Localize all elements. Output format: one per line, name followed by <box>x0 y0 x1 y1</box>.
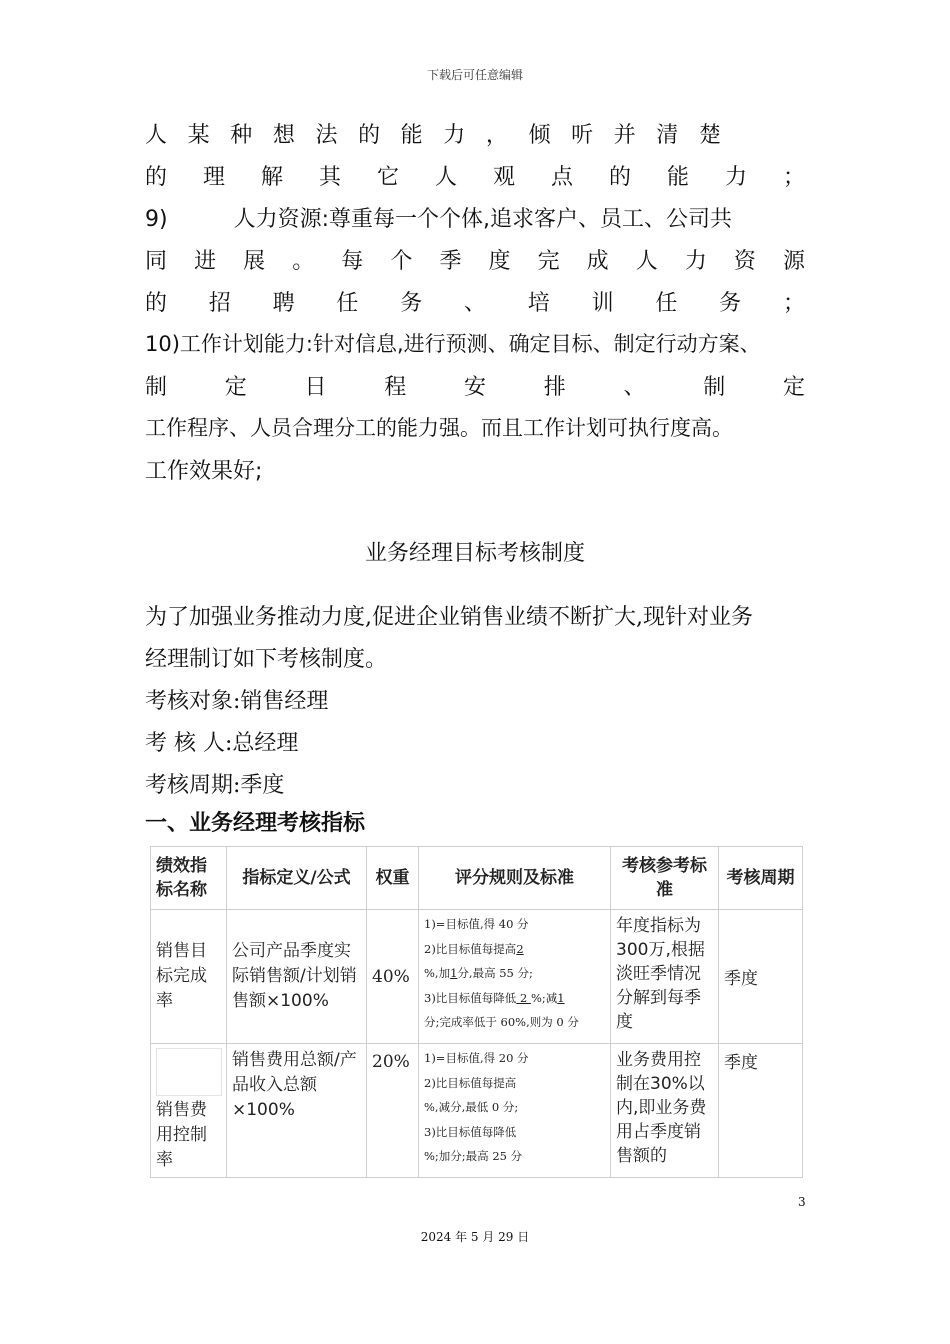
intro-line-8: 工作程序、人员合理分工的能力强。而且工作计划可执行度高。 <box>145 416 733 440</box>
intro-line-3: 9) 人力资源:尊重每一个个体,追求客户、员工、公司共 <box>145 207 732 232</box>
kpi-definition: 公司产品季度实际销售额/计划销售额×100% <box>227 910 367 1044</box>
header-scoring-rules: 评分规则及标准 <box>419 847 611 910</box>
assessment-cycle: 考核周期:季度 <box>145 773 285 798</box>
intro-line-9: 工作效果好; <box>145 459 263 484</box>
rule-line: %;加分;最高 25 分 <box>424 1149 523 1163</box>
section-heading: 一、业务经理考核指标 <box>145 811 366 836</box>
header-note: 下载后可任意编辑 <box>426 68 523 82</box>
intro-line-5: 的招聘任务、培训任务； <box>145 291 805 316</box>
intro-line-4: 同进展。每个季度完成人力资源 <box>145 249 805 274</box>
header-kpi-name: 绩效指标名称 <box>151 847 227 910</box>
header-weight: 权重 <box>367 847 419 910</box>
footer-date: 2024 年 5 月 29 日 <box>420 1230 530 1244</box>
rule-line: %,减分,最低 0 分; <box>424 1100 519 1114</box>
intro-line-1: 人某种想法的能力，倾听并清楚 <box>145 123 723 148</box>
header-cycle: 考核周期 <box>719 847 803 910</box>
kpi-scoring-rules <box>419 1044 611 1178</box>
kpi-cycle: 季度 <box>719 910 803 1044</box>
kpi-weight: 20% <box>367 1044 419 1178</box>
header-reference: 考核参考标准 <box>611 847 719 910</box>
rule-line: 3)比目标值每降低 2 %;减1 <box>424 990 565 1005</box>
rule-line: 3)比目标值每降低 <box>424 1124 517 1139</box>
rule-line: 1)=目标值,得 40 分 <box>424 917 529 931</box>
rule-line: 1)=目标值,得 20 分 <box>424 1051 529 1065</box>
rule-line: 分;完成率低于 60%,则为 0 分 <box>424 1015 579 1029</box>
intro-line-6: 10)工作计划能力:针对信息,进行预测、确定目标、制定行动方案、 <box>145 332 761 356</box>
kpi-table <box>150 846 803 1178</box>
page-number: 3 <box>798 1195 806 1209</box>
kpi-reference: 业务费用控制在30%以内,即业务费用占季度销售额的 <box>611 1044 719 1178</box>
body-line-1: 为了加强业务推动力度,促进企业销售业绩不断扩大,现针对业务 <box>145 605 753 630</box>
kpi-cycle: 季度 <box>719 1044 803 1178</box>
kpi-name: 销售费用控制率 <box>156 1100 207 1170</box>
intro-line-7: 制定日程安排、制定 <box>145 375 805 400</box>
assessor: 考 核 人:总经理 <box>145 731 299 756</box>
table-header-row <box>151 847 803 910</box>
kpi-name: 销售目标完成率 <box>151 910 227 1044</box>
body-line-2: 经理制订如下考核制度。 <box>145 647 388 672</box>
kpi-weight: 40% <box>367 910 419 1044</box>
intro-line-2: 的理解其它人观点的能力； <box>145 165 805 190</box>
rule-line: 2)比目标值每提高2 <box>424 941 524 956</box>
empty-image-placeholder <box>156 1048 222 1096</box>
assessment-target: 考核对象:销售经理 <box>145 689 329 714</box>
document-title: 业务经理目标考核制度 <box>364 541 585 566</box>
rule-line: 2)比目标值每提高 <box>424 1075 517 1090</box>
table-row <box>151 1044 803 1178</box>
kpi-name-cell <box>151 1044 227 1178</box>
rule-line: %,加1分,最高 55 分; <box>424 966 533 980</box>
header-definition: 指标定义/公式 <box>227 847 367 910</box>
kpi-definition: 销售费用总额/产品收入总额×100% <box>227 1044 367 1178</box>
table-row <box>151 910 803 1044</box>
kpi-reference: 年度指标为300万,根据淡旺季情况分解到每季度 <box>611 910 719 1044</box>
kpi-scoring-rules <box>419 910 611 1044</box>
